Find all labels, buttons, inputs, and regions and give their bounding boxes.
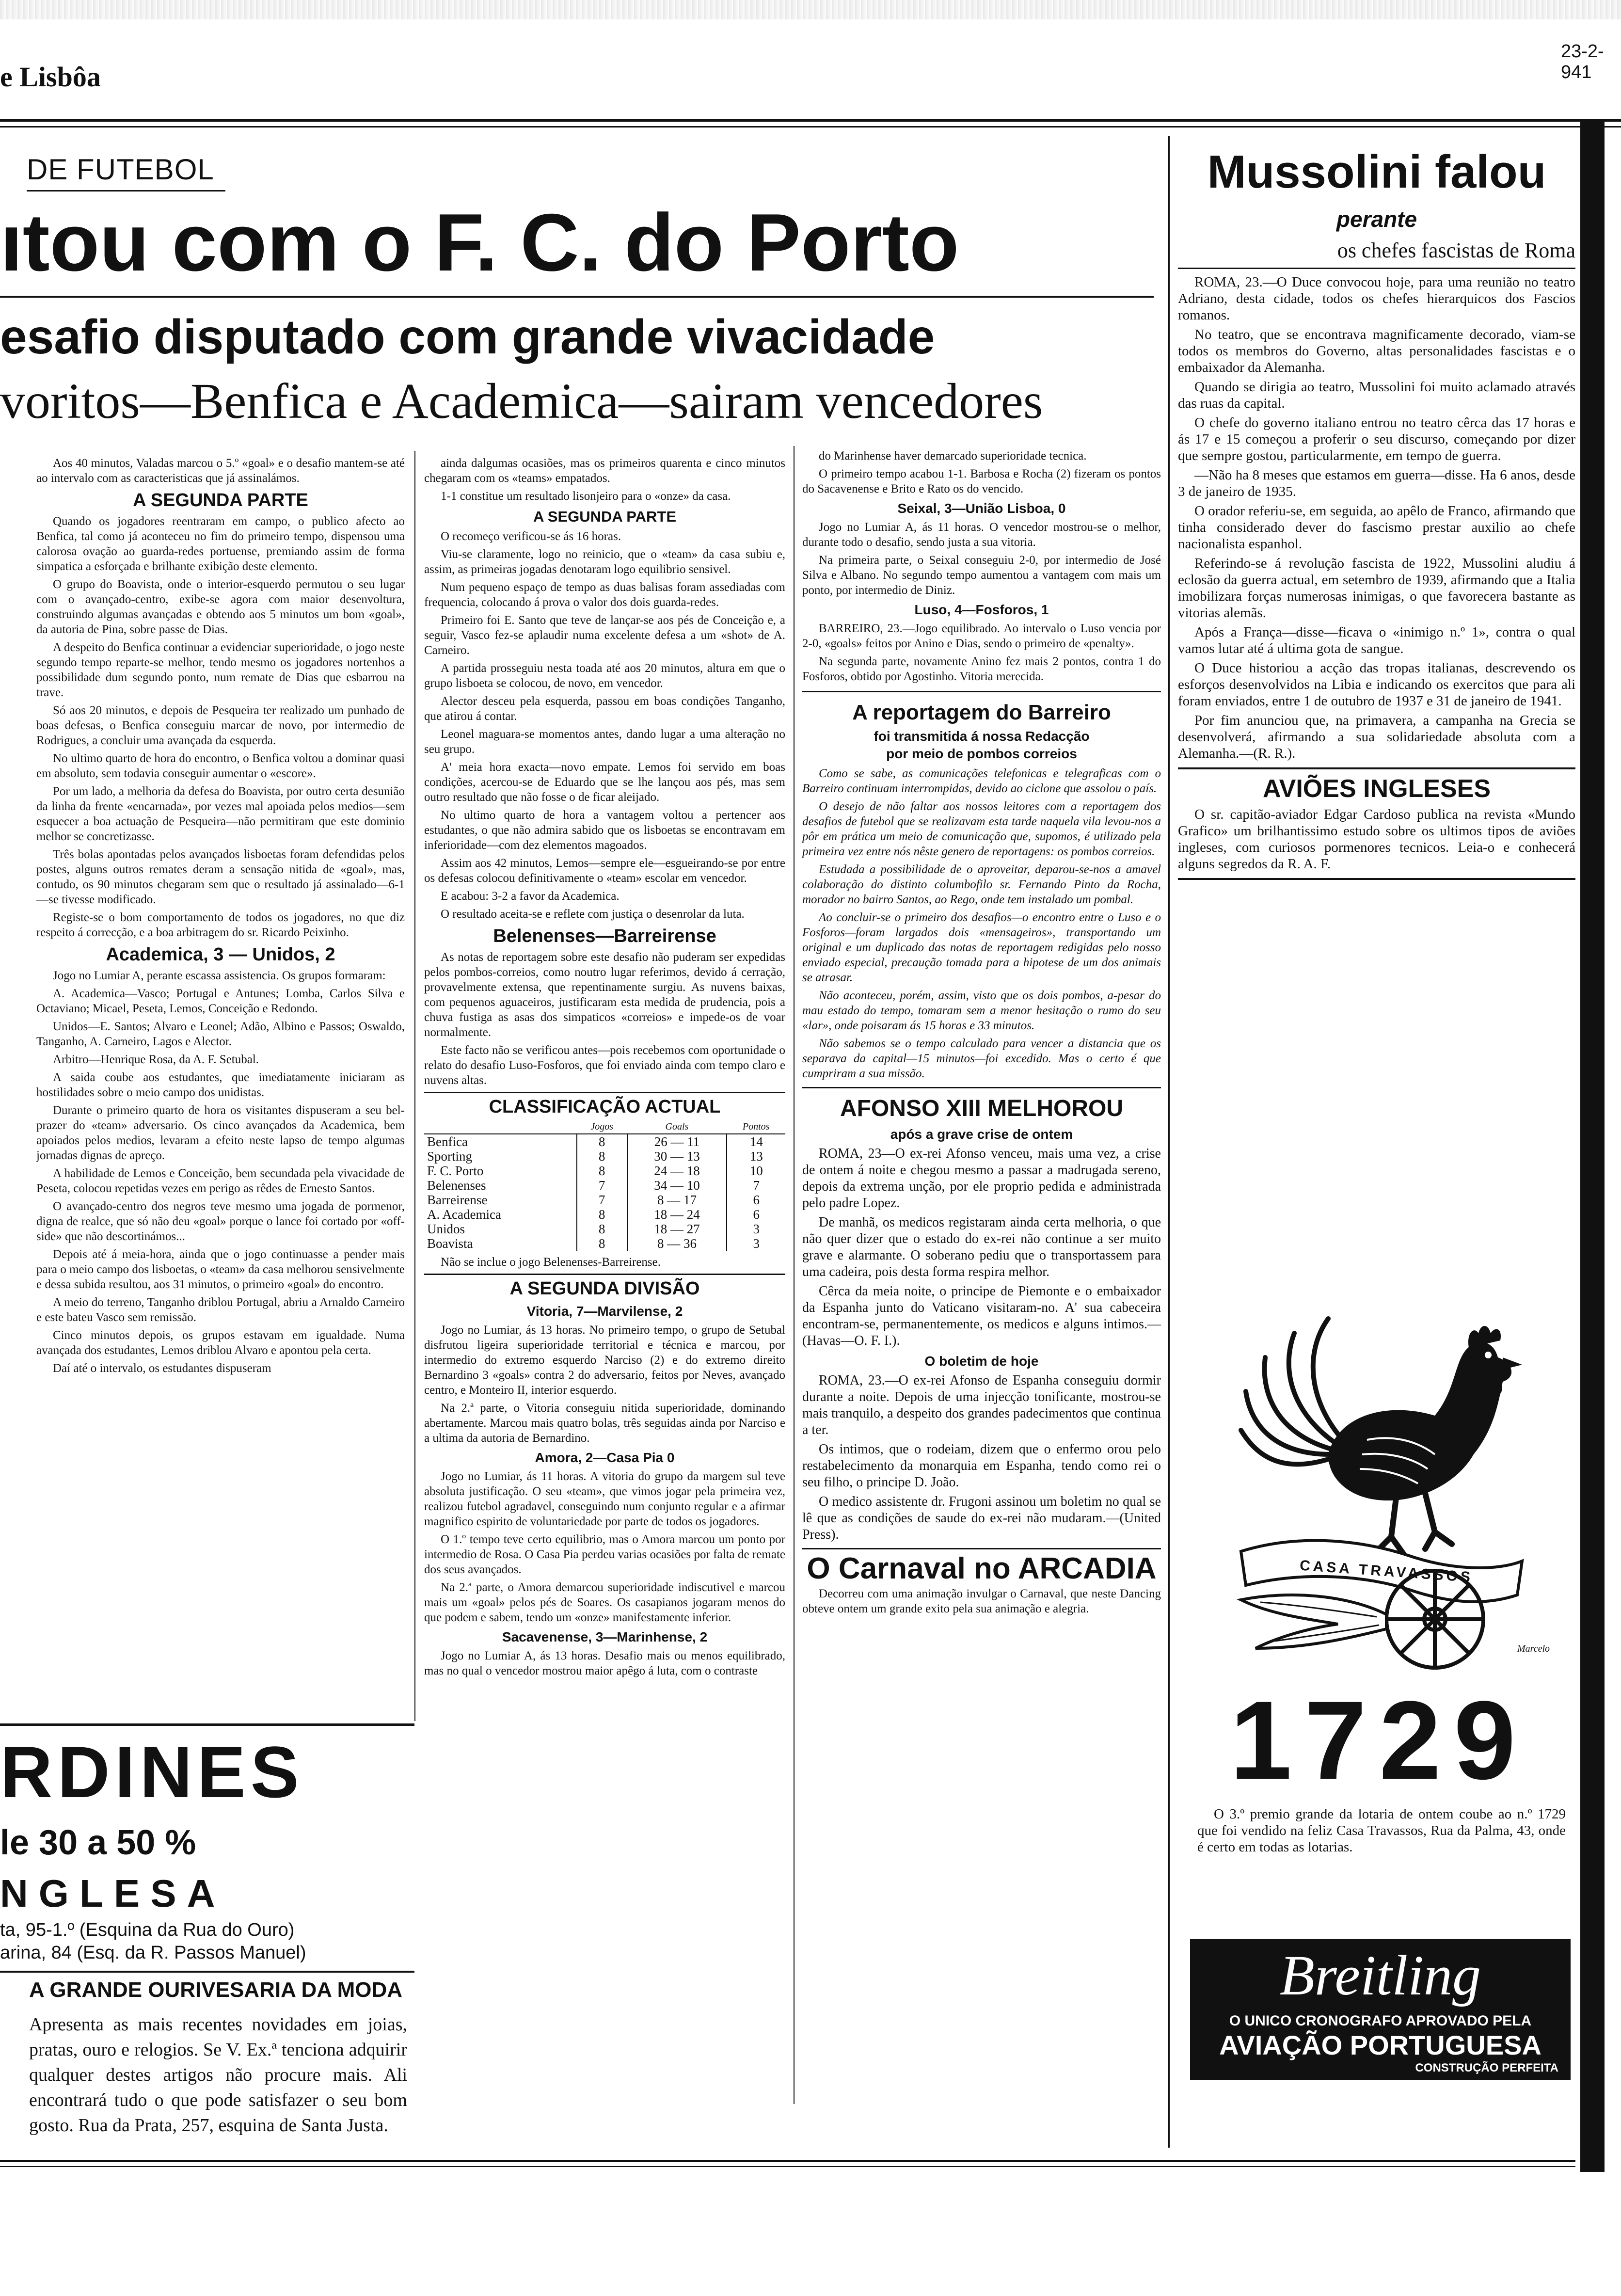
masthead-strip [0,0,1621,19]
avioes-headline: AVIÕES INGLESES [1262,775,1491,803]
points: 10 [727,1164,785,1178]
paragraph: Estudada a possibilidade de o aproveitar, deparou-se-nos a amavel colaboração do distinto columbofilo sr. Fernando Pinto da Rocha, morador no bairro Santos, ao Rego, onde tem instalado um pombal. [802,863,1161,906]
paragraph: Após a França—disse—ficava o «inimigo n.º 1», contra o qual vamos lutar até á ultima gota de sangue. [1178,624,1575,656]
paragraph: No teatro, que se encontrava magnificamente decorado, viam-se todos os membros do Governo, altas personalidades fascistas e o embaixador da Alemanha. [1178,327,1575,375]
paragraph: O grupo do Boavista, onde o interior-esquerdo permutou o seu lugar com o avançado-centro, exibe-se agora com maior desenvoltura, construindo algumas avançadas e obtendo aos 5 minutos um bom «goal», da autoria de Pina, sobre passe de Dias. [36,578,405,636]
divider [1178,767,1575,769]
subheading: Belenenses—Barreirense [493,926,716,946]
masthead-rule-top [0,119,1621,122]
paragraph: 1-1 constitue um resultado lisonjeiro para o «onze» da casa. [441,490,731,503]
paragraph: Durante o primeiro quarto de hora os visitantes dispuseram a seu bel-prazer do «team» adversario. Os cinco avançados da Academica, bem apoiados pelos medios, levaram a efeito neste lapso de tempo algumas jornadas dignas de apreço. [36,1104,405,1162]
team-name: A. Academica [427,1207,501,1222]
paragraph: O resultado aceita-se e reflete com justiça o desenrolar da luta. [441,908,745,921]
divider [1178,878,1575,880]
paragraph: O 1.º tempo teve certo equilibrio, mas o Amora marcou um ponto por intermedio de Rosa. O Casa Pia perdeu varias ocasiões por falta de remate dos seus avançados. [424,1533,785,1576]
ad-rule [0,1971,414,1973]
paragraph: Cinco minutos depois, os grupos estavam em igualdade. Numa avançada dos estudantes, Lemos driblou Alvaro e apontou pela certa. [36,1329,405,1357]
travassos-banner: CASA TRAVASSOS [1299,1557,1474,1586]
paragraph: No ultimo quarto de hora a vantagem voltou a pertencer aos estudantes, o que não admira sabido que os lisboetas se encontravam em inferioridade—com dez elementos magoados. [424,809,785,852]
paragraph: Alector desceu pela esquerda, passou em boas condições Tanganho, que atirou á contar. [424,695,785,723]
paragraph: O desejo de não faltar aos nossos leitores com a reportagem dos desafios de futebol que se realizavam esta tarde naquela vila levou-nos a pôr em prática um meio de comunicação que, supomos, é utilizado pela primeira vez entre nós nêste genero de reportagens: os pombos correios. [802,800,1161,858]
ad-rule [0,1723,414,1726]
team-name: F. C. Porto [427,1164,484,1178]
barreiro-article [802,691,1161,1081]
barreiro-deck-2: por meio de pombos correios [886,746,1077,761]
paragraph: Registe-se o bom comportamento de todos os jogadores, no que diz respeito á correcção, e a boa arbitragem do sr. Ricardo Peixinho. [36,911,405,939]
table-row [424,1222,785,1236]
paragraph: E acabou: 3-2 a favor da Academica. [441,890,620,903]
paragraph: Aos 40 minutos, Valadas marcou o 5.º «goal» e o desafio mantem-se até ao intervalo com as caracteristicas que já assinalámos. [36,457,405,485]
paragraph: A saida coube aos estudantes, que imediatamente iniciaram as hostilidades sobre o meio campo dos unidistas. [36,1071,405,1099]
standings-note: Não se inclue o jogo Belenenses-Barreirense. [441,1256,661,1269]
table-row [424,1178,785,1193]
mussolini-headline: Mussolini falou [1207,146,1546,198]
carnaval-headline: O Carnaval no ARCADIA [807,1552,1157,1585]
paragraph: ainda dalgumas ocasiões, mas os primeiros quarenta e cinco minutos chegaram com os «teams» empatados. [424,457,785,485]
team-name: Unidos [427,1222,465,1236]
lottery-text: O 3.º premio grande da lotaria de ontem coube ao n.º 1729 que foi vendido na feliz Casa Travassos, Rua da Palma, 43, onde é certo em todas as lotarias. [1197,1806,1566,1855]
section-label: DE FUTEBOL [27,153,214,186]
paragraph: Como se sabe, as comunicações telefonicas e telegraficas com o Barreiro continuam interrompidas, devido ao ciclone que assolou o país. [802,767,1161,795]
rooster-illustration [1183,1280,1575,1677]
divider [1178,268,1575,269]
football-deck-2: voritos—Benfica e Academica—sairam vencedores [0,373,1043,429]
bottom-rule [0,2160,1575,2162]
goals: 34 — 10 [627,1178,727,1193]
games: 8 [577,1222,627,1236]
masthead-name: e Lisbôa [0,61,101,93]
points: 3 [727,1222,785,1236]
football-column-2 [424,456,785,2114]
breitling-brand: Breitling [1279,1944,1481,2007]
football-column-1 [36,456,405,1721]
paragraph: O chefe do governo italiano entrou no teatro cêrca das 17 horas e ás 17 e 15 começou a proferir o seu discurso, começando por dizer que sempre gostou, particularmente, em tempo de guerra. [1178,415,1575,463]
paragraph: Viu-se claramente, logo no reinicio, que o «team» da casa subiu e, assim, as primeiras jogadas denotaram logo equilibrio sensivel. [424,548,785,576]
table-row [424,1207,785,1222]
mussolini-deck-1: perante [1336,207,1417,232]
football-headline: ıtou com o F. C. do Porto [0,197,959,288]
paragraph: Jogo no Lumiar A, perante escassa assistencia. Os grupos formaram: [53,969,386,982]
sardines-discount: le 30 a 50 % [0,1823,196,1862]
masthead-rule-bottom [0,126,1621,128]
page-edge-bar [1580,121,1605,2172]
sardines-name: NGLESA [0,1872,226,1915]
table-row [424,1149,785,1164]
paragraph: Três bolas apontadas pelos avançados lisboetas foram defendidas pelos postes, alguns outros remates deram a sensação nitida de «goal», mas, contudo, os 90 minutos chegaram sem que o resultado já assinalado—6-1—se tivesse modificado. [36,848,405,906]
paragraph: O sr. capitão-aviador Edgar Cardoso publica na revista «Mundo Grafico» um brilhantissimo estudo sobre os ultimos tipos de aviões ingleses, com curiosos pormenores tecnicos. Leia-o e conhecerá alguns segredos da R. A. F. [1178,807,1575,872]
sardines-address-2: arina, 84 (Esq. da R. Passos Manuel) [0,1943,306,1963]
goals: 26 — 11 [627,1134,727,1149]
barreiro-headline: A reportagem do Barreiro [852,701,1111,724]
column-divider [1168,136,1170,2148]
breitling-line-3: CONSTRUÇÃO PERFEITA [1415,2061,1558,2074]
paragraph: do Marinhense haver demarcado superioridade tecnica. [819,449,1087,462]
goals: 18 — 24 [627,1207,727,1222]
games: 7 [577,1178,627,1193]
subheading: A SEGUNDA PARTE [133,490,308,510]
ourivesaria-ad [29,1978,407,2162]
points: 7 [727,1178,785,1193]
paragraph: ROMA, 23.—O ex-rei Afonso de Espanha conseguiu dormir durante a noite. Depois de uma injecção tonificante, mostrou-se mais tranquilo, a despeito dos grandes padecimentos que continua a ter. [802,1373,1161,1437]
subheading: Sacavenense, 3—Marinhense, 2 [502,1629,708,1644]
subheading: Academica, 3 — Unidos, 2 [106,944,335,965]
paragraph: Num pequeno espaço de tempo as duas balisas foram assediadas com frequencia, colocando á prova o valor dos dois guarda-redes. [424,581,785,609]
paragraph: A habilidade de Lemos e Conceição, bem secundada pela vivacidade de Peseta, colocou repetidas vezes em perigo as rêdes de Ernesto Santos. [36,1167,405,1195]
paragraph: Jogo no Lumiar A, ás 13 horas. Desafio mais ou menos equilibrado, mas no qual o vencedor mostrou maior apêgo á luta, com o contraste [424,1649,785,1677]
ourivesaria-text: Apresenta as mais recentes novidades em joias, pratas, ouro e relogios. Se V. Ex.ª tenciona adquirir qualquer destes artigos não procure mais. Ali encontrará tudo o que pode satisfazer o seu bom gosto. Rua da Prata, 257, esquina de Santa Justa. [29,2014,407,2136]
paragraph: Não aconteceu, porém, assim, visto que os dois pombos, a-pesar do mau estado do tempo, tomaram sem a menor hesitação o rumo do seu «lar», onde poisaram ás 15 horas e 33 minutos. [802,989,1161,1032]
standings-header [424,1120,577,1134]
table-row [424,1164,785,1178]
paragraph: O avançado-centro dos negros teve mesmo uma jogada de pormenor, digna de realce, que só não deu «goal» porque o lance foi cortado por «off-side» que não descortinámos... [36,1200,405,1243]
paragraph: Cêrca da meia noite, o principe de Piemonte e o embaixador da Espanha junto do Vaticano visitaram-no. A' sua cabeceira encontram-se, permanentemente, os medicos e alguns intimos.—(Havas—O. F. I.). [802,1284,1161,1348]
paragraph: Ao concluir-se o primeiro dos desafios—o encontro entre o Luso e o Fosforos—foram largados dois «mensageiros», transportando um original e um duplicado das notas de reportagem redigidas pelo nosso enviado especial, precaução tomada para a hipotese de um dos animais se atrasar. [802,911,1161,984]
paragraph: Unidos—E. Santos; Alvaro e Leonel; Adão, Albino e Passos; Oswaldo, Tanganho, A. Carneiro, Lagos e Alector. [36,1020,405,1048]
paragraph: BARREIRO, 23.—Jogo equilibrado. Ao intervalo o Luso vencia por 2-0, «goals» feitos por Anino e Dias, sendo o primeiro de «penalty». [802,622,1161,650]
paragraph: —Não ha 8 meses que estamos em guerra—disse. Ha 6 anos, desde 3 de janeiro de 1935. [1178,467,1575,499]
goals: 8 — 17 [627,1193,727,1207]
games: 8 [577,1149,627,1164]
sardines-address-1: ta, 95-1.º (Esquina da Rua do Ouro) [0,1920,295,1940]
paragraph: Referindo-se á revolução fascista de 1922, Mussolini aludiu á eclosão da guerra actual, em setembro de 1939, afirmando que a Italia imobilizara forças numerosas inimigas, o que favorecera bastante as vitorias alemãs. [1178,556,1575,621]
standings-title: CLASSIFICAÇÃO ACTUAL [424,1092,785,1117]
standings-header: Pontos [727,1120,785,1134]
carnaval-article [802,1548,1161,1616]
table-row [424,1193,785,1207]
afonso-article [802,1087,1161,1543]
paragraph: Daí até o intervalo, os estudantes dispuseram [53,1362,271,1375]
paragraph: O primeiro tempo acabou 1-1. Barbosa e Rocha (2) fizeram os pontos do Sacavenense e Brito e Rato os do vencido. [802,467,1161,495]
paragraph: Quando se dirigia ao teatro, Mussolini foi muito aclamado através das ruas da capital. [1178,379,1575,411]
subheading: Seixal, 3—União Lisboa, 0 [897,501,1066,516]
games: 8 [577,1134,627,1149]
points: 3 [727,1236,785,1251]
paragraph: De manhã, os medicos registaram ainda certa melhoria, o que não quer dizer que o estado do ex-rei não continue a ser muito grave e alarmante. O soberano pediu que o transportassem para uma cadeira, pois desta forma respira melhor. [802,1215,1161,1279]
games: 7 [577,1193,627,1207]
paragraph: A' meia hora exacta—novo empate. Lemos foi servido em boas condições, acercou-se de Eduardo que se lhe lançou aos pés, mas sem outro resultado que não fosse o de ficar aleijado. [424,761,785,804]
paragraph: Este facto não se verificou antes—pois recebemos com oportunidade o relato do desafio Luso-Fosforos, que foi enviado ainda com tempo claro e nuvens altas. [424,1044,785,1087]
paragraph: Leonel maguara-se momentos antes, dando lugar a uma alteração no seu grupo. [424,728,785,756]
standings-header-row [424,1120,785,1134]
standings-header: Goals [627,1120,727,1134]
standings-table [424,1120,785,1251]
sardines-ad [0,1733,412,1966]
football-deck-1: esafio disputado com grande vivacidade [0,310,935,364]
paragraph: Só aos 20 minutos, e depois de Pesqueira ter realizado um punhado de boas defesas, o Benfica conseguiu marcar de novo, por intermedio de Rodrigues, a concluir uma avançada da esquerda. [36,704,405,747]
breitling-ad [1190,1939,1571,2080]
paragraph: Assim aos 42 minutos, Lemos—sempre ele—esgueirando-se por entre os defesas colocou definitivamente o «team» escolar em vencedor. [424,857,785,885]
paragraph: Na 2.ª parte, o Amora demarcou superioridade indiscutivel e marcou mais um «goal» pelos pés de Soares. Os casapianos jogaram menos do que podem e sabem, tendo um «onze» manifestamente inferior. [424,1581,785,1624]
paragraph: A partida prosseguiu nesta toada até aos 20 minutos, altura em que o grupo lisboeta se colocou, de novo, em vencedor. [424,662,785,690]
paragraph: Quando os jogadores reentraram em campo, o publico afecto ao Benfica, tal como já aconteceu no fim do primeiro tempo, dispensou uma calorosa ovação ao guarda-redes portuense, premiando assim de forma simpatica a esforçada e brilhante exibição deste elemento. [36,515,405,573]
games: 8 [577,1164,627,1178]
table-row [424,1236,785,1251]
team-name: Boavista [427,1236,473,1251]
sardines-title: RDINES [0,1731,304,1813]
goals: 18 — 27 [627,1222,727,1236]
table-row [424,1134,785,1149]
breitling-line-2: AVIAÇÃO PORTUGUESA [1219,2030,1542,2060]
afonso-deck: após a grave crise de ontem [890,1127,1073,1142]
barreiro-deck-1: foi transmitida á nossa Redacção [874,729,1090,744]
paragraph: Não sabemos se o tempo calculado para vencer a distancia que os separava da capital—15 minutos—foi excedido. Mas o certo é que cumpriram a sua missão. [802,1037,1161,1080]
team-name: Sporting [427,1149,473,1164]
paragraph: ROMA, 23—O ex-rei Afonso venceu, mais uma vez, a crise de ontem á noite e chegou mesmo a passar a madrugada sereno, depois da extrema unção, por ele proprio pedida e administrada pelo padre Lopez. [802,1146,1161,1211]
paragraph: Os intimos, que o rodeiam, dizem que o enfermo orou pelo restabelecimento da monarquia em Espanha, tendo como rei o seu filho, o principe D. João. [802,1442,1161,1490]
goals: 30 — 13 [627,1149,727,1164]
paragraph: Jogo no Lumiar, ás 11 horas. A vitoria do grupo da margem sul teve absoluta justificação. O seu «team», que vimos jogar pela primeira vez, realizou futebol agradavel, conseguindo num conjunto regular e a afirmar magnifico espirito de voluntariedade por parte de todos os jogadores. [424,1470,785,1528]
paragraph: Na 2.ª parte, o Vitoria conseguiu nitida superioridade, dominando abertamente. Marcou mais quatro bolas, três seguidas ainda por Narciso e a ultima da autoria de Bernardino. [424,1402,785,1445]
team-name: Barreirense [427,1193,488,1207]
paragraph: A despeito do Benfica continuar a evidenciar superioridade, o jogo neste segundo tempo reparte-se melhor, tendo mesmo os jogadores nortenhos a possibilidade dum segundo ponto, num remate de Dias que esbarrou na trave. [36,641,405,699]
goals: 24 — 18 [627,1164,727,1178]
points: 6 [727,1193,785,1207]
points: 14 [727,1134,785,1149]
paragraph: Na primeira parte, o Seixal conseguiu 2-0, por intermedio de José Silva e Albano. No segundo tempo aumentou a vantagem com mais um ponto, por intermedio de Diniz. [802,554,1161,597]
goals: 8 — 36 [627,1236,727,1251]
standings-header: Jogos [577,1120,627,1134]
games: 8 [577,1236,627,1251]
paragraph: Por um lado, a melhoria da defesa do Boavista, por outro certa desunião da linha da frente «encarnada», por vezes mal apoiada pelos medios—sem esquecer a boa actuação de Pesqueira—não permitiram que este dominio melhor se concretizasse. [36,785,405,843]
subheading: Vitoria, 7—Marvilense, 2 [526,1304,683,1319]
paragraph: Jogo no Lumiar A, ás 11 horas. O vencedor mostrou-se o melhor, durante todo o desafio, sendo justa a sua vitoria. [802,521,1161,549]
paragraph: No ultimo quarto de hora do encontro, o Benfica voltou a dominar quasi em absoluto, sem todavia conseguir aumentar o «escore». [36,752,405,780]
paragraph: Jogo no Lumiar, ás 13 horas. No primeiro tempo, o grupo de Setubal disfrutou ligeira superioridade territorial e técnica e marcou, por intermedio do extremo esquerdo Narciso (2) e do extremo direito Bernardino 3 «goals» contra 2 do adversario, feitos por Neves, avançado centro, e Monteiro II, interior esquerdo. [424,1323,785,1397]
paragraph: Primeiro foi E. Santo que teve de lançar-se aos pés de Conceição e, a seguir, Vasco fez-se aplaudir numa excelente defesa a um «shot» de A. Carneiro. [424,614,785,657]
afonso-headline: AFONSO XIII MELHOROU [840,1096,1123,1121]
points: 6 [727,1207,785,1222]
paragraph: ROMA, 23.—O Duce convocou hoje, para uma reunião no teatro Adriano, desta cidade, todos os chefes hierarquicos dos Fascios romanos. [1178,274,1575,323]
subheading: Luso, 4—Fosforos, 1 [914,602,1049,617]
column-divider [794,446,795,2104]
points: 13 [727,1149,785,1164]
column-divider [414,451,415,1721]
paragraph: O medico assistente dr. Frugoni assinou um boletim no qual se lê que as condições de saude do ex-rei não mudaram.—(United Press). [802,1494,1161,1542]
breitling-line-1: O UNICO CRONOGRAFO APROVADO PELA [1229,2013,1532,2029]
masthead-date: 23-2-941 [1561,41,1604,82]
paragraph: As notas de reportagem sobre este desafio não puderam ser expedidas pelos pombos-correios, como noutro lugar referimos, devido á cerração, provavelmente extensa, que repentinamente surgiu. As nuvens baixas, com pequenos aguaceiros, justificaram esta medida de prudencia, pois a chuva fustiga as asas dos simpaticos «correios» e impede-os de voar normalmente. [424,951,785,1039]
paragraph: A. Academica—Vasco; Portugal e Antunes; Lomba, Carlos Silva e Octaviano; Micael, Peseta, Lemos, Conceição e Redondo. [36,987,405,1015]
subheading: Amora, 2—Casa Pia 0 [535,1450,675,1465]
ourivesaria-title: A GRANDE OURIVESARIA DA MODA [29,1978,403,2002]
travassos-ad [1183,1280,1575,1891]
paragraph: O orador referiu-se, em seguida, ao apêlo de Franco, afirmando que tinha considerado dever do fascismo prestar auxilio ao chefe nacionalista espanhol. [1178,503,1575,552]
games: 8 [577,1207,627,1222]
paragraph: Por fim anunciou que, na primavera, a campanha na Grecia se desenvolverá, afirmando a sua solidariedade absoluta com a Alemanha.—(R. R.). [1178,713,1575,761]
headline-rule [0,296,1154,298]
paragraph: Depois até á meia-hora, ainda que o jogo continuasse a pender mais para o meio campo dos lisboetas, o «team» da casa melhorou sensivelmente e dessa subida resultou, aos 31 minutos, o primeiro «goal» do encontro. [36,1248,405,1291]
team-name: Belenenses [427,1178,486,1193]
subheading: O boletim de hoje [924,1354,1039,1369]
paragraph: O Duce historiou a acção das tropas italianas, descrevendo os esforços desenvolvidos na Libia e indicando os exercitos que para ali foram enviados, entre 1 de outubro de 1937 e 31 de janeiro de 1941. [1178,660,1575,709]
lottery-number: 1729 [1230,1678,1528,1802]
section-label-underline [27,190,225,191]
subheading: A SEGUNDA DIVISÃO [424,1274,785,1299]
football-column-3 [802,448,1161,2106]
subheading: A SEGUNDA PARTE [533,508,677,525]
mussolini-deck-2: os chefes fascistas de Roma [1337,239,1575,262]
bottom-rule [0,2166,1575,2167]
paragraph: Arbitro—Henrique Rosa, da A. F. Setubal. [53,1053,259,1066]
paragraph: A meio do terreno, Tanganho driblou Portugal, abriu a Arnaldo Carneiro e este bateu Vasco sem remissão. [36,1296,405,1324]
paragraph: Na segunda parte, novamente Anino fez mais 2 pontos, contra 1 do Fosforos, obtido por Agostinho. Vitoria merecida. [802,655,1161,683]
team-name: Benfica [427,1134,468,1149]
paragraph: O recomeço verificou-se ás 16 horas. [441,530,621,543]
paragraph: Decorreu com uma animação invulgar o Carnaval, que neste Dancing obteve ontem um grande exito pela sua animação e alegria. [802,1587,1161,1615]
artist-signature: Marcelo [1517,1643,1550,1654]
